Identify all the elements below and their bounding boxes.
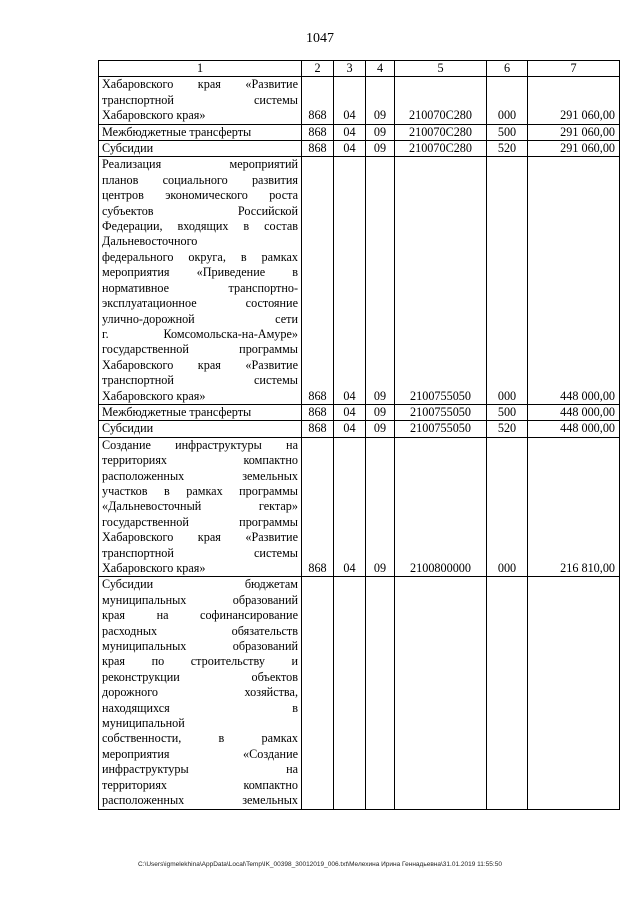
row-name-line: Хабаровского края «Развитие: [102, 357, 298, 372]
header-cell: 6: [487, 61, 528, 77]
row-name: [99, 577, 302, 809]
admin-code-cell: 868: [302, 77, 334, 124]
section-cell: 04: [334, 124, 366, 140]
section-cell: 04: [334, 77, 366, 124]
target-article-cell: 2100755050: [395, 404, 487, 420]
header-cell: 1: [99, 61, 302, 77]
table-row: [99, 404, 620, 420]
target-article-cell: [395, 577, 487, 809]
section-cell: 04: [334, 157, 366, 405]
row-name-line: государственной программы: [102, 514, 298, 529]
header-cell: 5: [395, 61, 487, 77]
target-article-cell: 2100755050: [395, 421, 487, 437]
row-name-line: муниципальной: [102, 716, 185, 731]
section-cell: 04: [334, 421, 366, 437]
row-name-line: территориях компактно: [102, 777, 298, 792]
section-cell: 04: [334, 437, 366, 577]
row-name-line: нормативное транспортно-: [102, 280, 298, 295]
table-row: [99, 124, 620, 140]
row-name-line: Дальневосточного: [102, 234, 198, 249]
amount-cell: 448 000,00: [528, 404, 620, 420]
row-name-line: центров экономического роста: [102, 188, 298, 203]
amount-cell: 291 060,00: [528, 77, 620, 124]
row-name-line: дорожного хозяйства,: [102, 685, 298, 700]
subsection-cell: 09: [366, 421, 395, 437]
subsection-cell: 09: [366, 141, 395, 157]
expense-type-cell: 520: [487, 141, 528, 157]
subsection-cell: 09: [366, 124, 395, 140]
page-number: 1047: [306, 31, 334, 46]
table-row: [99, 437, 620, 577]
row-name: [99, 404, 302, 420]
row-name-line: улично-дорожной сети: [102, 311, 298, 326]
amount-cell: 448 000,00: [528, 421, 620, 437]
subsection-cell: 09: [366, 404, 395, 420]
expense-type-cell: 500: [487, 404, 528, 420]
row-name-line: Хабаровского края «Развитие: [102, 530, 298, 545]
row-name-line: Субсидии: [102, 141, 154, 156]
row-name-line: расположенных земельных: [102, 468, 298, 483]
amount-cell: [528, 577, 620, 809]
row-name-line: транспортной системы: [102, 373, 298, 388]
target-article-cell: 2100800000: [395, 437, 487, 577]
row-name-line: края по строительству и: [102, 654, 298, 669]
expense-type-cell: 000: [487, 157, 528, 405]
row-name-line: мероприятия «Приведение в: [102, 265, 298, 280]
header-cell: 7: [528, 61, 620, 77]
row-name-line: расходных обязательств: [102, 623, 298, 638]
row-name-line: инфраструктуры на: [102, 762, 298, 777]
row-name: [99, 141, 302, 157]
subsection-cell: 09: [366, 77, 395, 124]
row-name-line: Реализация мероприятий: [102, 157, 298, 172]
row-name: [99, 77, 302, 124]
expense-type-cell: 500: [487, 124, 528, 140]
row-name-line: «Дальневосточный гектар»: [102, 499, 298, 514]
amount-cell: 448 000,00: [528, 157, 620, 405]
table-row: [99, 421, 620, 437]
row-name-line: Федерации, входящих в состав: [102, 219, 298, 234]
header-cell: 4: [366, 61, 395, 77]
row-name-line: транспортной системы: [102, 92, 298, 107]
row-name-line: Хабаровского края»: [102, 388, 206, 403]
row-name-line: Субсидии: [102, 421, 154, 436]
row-name-line: участков в рамках программы: [102, 483, 298, 498]
budget-table: [98, 60, 620, 810]
target-article-cell: 210070С280: [395, 141, 487, 157]
row-name-line: г. Комсомольска-на-Амуре»: [102, 326, 298, 341]
row-name-line: Создание инфраструктуры на: [102, 437, 298, 452]
target-article-cell: 2100755050: [395, 157, 487, 405]
header-cell: 3: [334, 61, 366, 77]
admin-code-cell: 868: [302, 157, 334, 405]
row-name-line: мероприятия «Создание: [102, 746, 298, 761]
row-name-line: территориях компактно: [102, 453, 298, 468]
expense-type-cell: [487, 577, 528, 809]
row-name-line: муниципальных образований: [102, 639, 298, 654]
subsection-cell: 09: [366, 437, 395, 577]
row-name-line: муниципальных образований: [102, 592, 298, 607]
row-name-line: Хабаровского края»: [102, 108, 206, 123]
admin-code-cell: 868: [302, 404, 334, 420]
admin-code-cell: 868: [302, 124, 334, 140]
table-row: [99, 77, 620, 124]
amount-cell: 291 060,00: [528, 141, 620, 157]
row-name-line: субъектов Российской: [102, 203, 298, 218]
row-name-line: находящихся в: [102, 700, 298, 715]
header-row: [99, 61, 620, 77]
subsection-cell: 09: [366, 157, 395, 405]
section-cell: 04: [334, 141, 366, 157]
table-row: [99, 141, 620, 157]
row-name-line: Хабаровского края»: [102, 561, 206, 575]
row-name: [99, 124, 302, 140]
row-name: [99, 437, 302, 577]
amount-cell: 216 810,00: [528, 437, 620, 577]
row-name-line: реконструкции объектов: [102, 669, 298, 684]
expense-type-cell: 000: [487, 77, 528, 124]
admin-code-cell: 868: [302, 141, 334, 157]
header-cell: 2: [302, 61, 334, 77]
row-name: [99, 421, 302, 437]
row-name-line: Субсидии бюджетам: [102, 577, 298, 592]
row-name-line: федерального округа, в рамках: [102, 249, 298, 264]
file-path-footer: C:\Users\igmelekhina\AppData\Local\Temp\IK_00398_30012019_006.txt\Мелехина Ирина Геннадьевна\31.01.2019 11:55:50: [138, 861, 502, 868]
expense-type-cell: 520: [487, 421, 528, 437]
target-article-cell: 210070С280: [395, 124, 487, 140]
row-name-line: Межбюджетные трансферты: [102, 404, 252, 419]
admin-code-cell: 868: [302, 421, 334, 437]
section-cell: [334, 577, 366, 809]
subsection-cell: [366, 577, 395, 809]
row-name-line: края на софинансирование: [102, 608, 298, 623]
table-row: [99, 577, 620, 809]
table-row: [99, 157, 620, 405]
row-name-line: государственной программы: [102, 342, 298, 357]
admin-code-cell: 868: [302, 437, 334, 577]
row-name-line: Хабаровского края «Развитие: [102, 77, 298, 92]
expense-type-cell: 000: [487, 437, 528, 577]
row-name-line: эксплуатационное состояние: [102, 296, 298, 311]
row-name: [99, 157, 302, 405]
row-name-line: Межбюджетные трансферты: [102, 124, 252, 139]
row-name-line: расположенных земельных: [102, 793, 298, 808]
amount-cell: 291 060,00: [528, 124, 620, 140]
target-article-cell: 210070С280: [395, 77, 487, 124]
admin-code-cell: [302, 577, 334, 809]
section-cell: 04: [334, 404, 366, 420]
row-name-line: транспортной системы: [102, 545, 298, 560]
row-name-line: собственности, в рамках: [102, 731, 298, 746]
row-name-line: планов социального развития: [102, 172, 298, 187]
